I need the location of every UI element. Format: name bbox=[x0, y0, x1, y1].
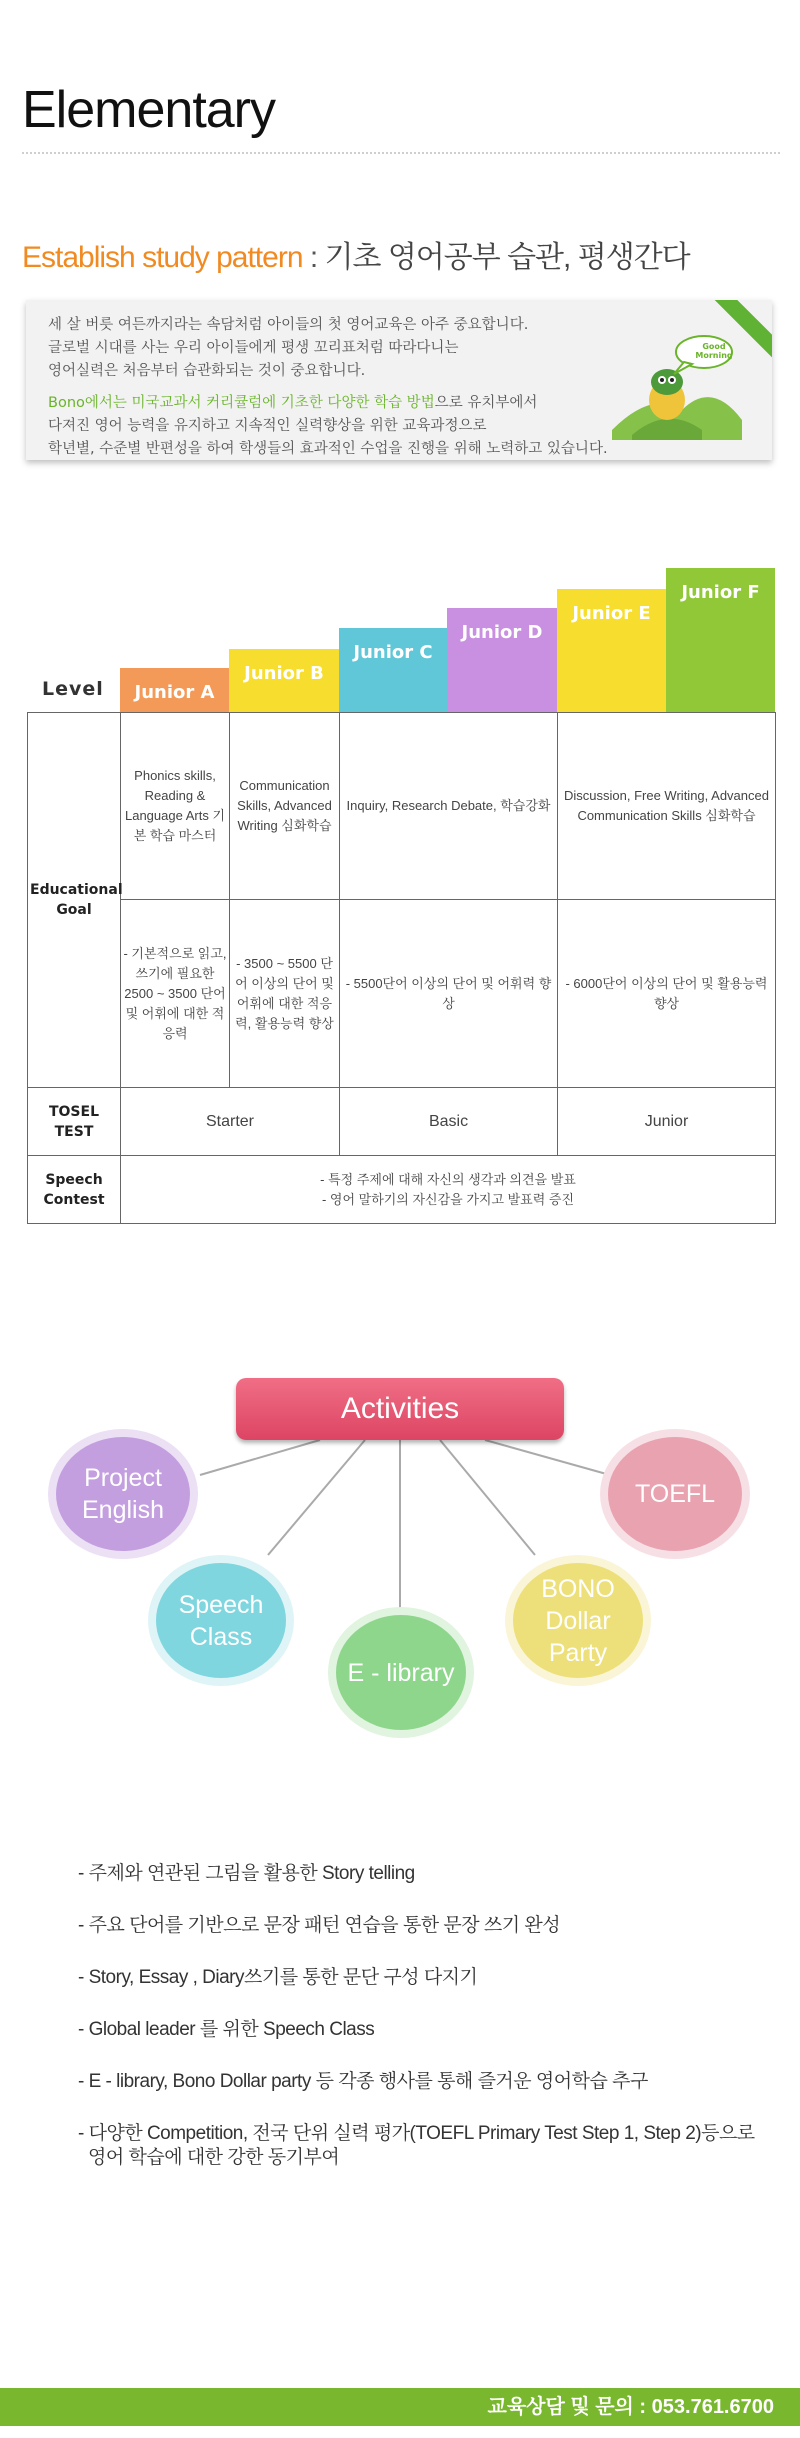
level-junior-d bbox=[447, 608, 557, 712]
list-item: - 주제와 연관된 그림을 활용한 Story telling bbox=[78, 1863, 415, 1884]
goal-cell: - 6000단어 이상의 단어 및 활용능력 향상 bbox=[558, 900, 776, 1088]
heading-separator: : bbox=[302, 241, 325, 274]
section-heading bbox=[22, 232, 690, 276]
activity-speech-class: Speech Class bbox=[156, 1563, 286, 1678]
activity-e-library: E - library bbox=[336, 1615, 466, 1730]
intro-line-2: 글로벌 시대를 사는 우리 아이들에게 평생 꼬리표처럼 따라다니는 bbox=[48, 340, 459, 356]
page-title: Elementary bbox=[22, 81, 275, 139]
goal-cell: - 3500 ~ 5500 단어 이상의 단어 및 어휘에 대한 적응력, 활용능력 향상 bbox=[230, 900, 340, 1088]
intro-paragraph-2 bbox=[48, 392, 608, 461]
level-name: Junior B bbox=[244, 663, 324, 684]
level-name: Junior A bbox=[134, 682, 215, 703]
list-item bbox=[78, 2122, 778, 2170]
feature-list bbox=[78, 1862, 778, 2170]
intro-line-6: 학년별, 수준별 반편성을 하여 학생들의 효과적인 수업을 진행을 위해 노력하고 있습니다. bbox=[48, 441, 608, 457]
footer-contact-bar: 교육상담 및 문의 : 053.761.6700 bbox=[0, 2388, 800, 2426]
list-item-line: - 다양한 Competition, 전국 단위 실력 평가(TOEFL Primary Test Step 1, Step 2)등으로 bbox=[78, 2123, 755, 2144]
educational-goal-label: Educational Goal bbox=[28, 713, 121, 1088]
intro-line-1: 세 살 버릇 여든까지라는 속담처럼 아이들의 첫 영어교육은 아주 중요합니다. bbox=[48, 317, 529, 333]
activity-toefl: TOEFL bbox=[608, 1437, 742, 1551]
heading-english: Establish study pattern bbox=[22, 241, 303, 274]
speech-contest-cell bbox=[121, 1156, 776, 1224]
tosel-cell: Starter bbox=[121, 1088, 340, 1156]
intro-line-4-highlight: 미국교과서 커리큘럼에 기초한 다양한 학습 방법 bbox=[131, 395, 435, 411]
list-item: - Global leader 를 위한 Speech Class bbox=[78, 2019, 375, 2040]
level-junior-a bbox=[120, 668, 229, 712]
curriculum-table bbox=[27, 712, 776, 1224]
intro-paragraph-1 bbox=[48, 314, 528, 383]
level-name: Junior F bbox=[681, 582, 760, 603]
level-junior-b bbox=[229, 649, 339, 712]
goal-cell: - 5500단어 이상의 단어 및 어휘력 향상 bbox=[340, 900, 558, 1088]
intro-line-5: 다져진 영어 능력을 유지하고 지속적인 실력향상을 위한 교육과정으로 bbox=[48, 418, 487, 434]
level-name: Junior C bbox=[353, 642, 433, 663]
tosel-cell: Basic bbox=[340, 1088, 558, 1156]
activity-bono-dollar-party: BONO Dollar Party bbox=[513, 1563, 643, 1678]
goal-cell: - 기본적으로 읽고, 쓰기에 필요한 2500 ~ 3500 단어 및 어휘에 대한 적응력 bbox=[121, 900, 230, 1088]
tosel-cell: Junior bbox=[558, 1088, 776, 1156]
activity-project-english: Project English bbox=[56, 1437, 190, 1551]
goal-cell: Phonics skills, Reading & Language Arts 기본 학습 마스터 bbox=[121, 713, 230, 900]
goal-cell: Inquiry, Research Debate, 학습강화 bbox=[340, 713, 558, 900]
mascot-speech-text: Good Morning bbox=[695, 342, 733, 360]
list-item: - E - library, Bono Dollar party 등 각종 행사를 통해 즐거운 영어학습 추구 bbox=[78, 2071, 648, 2092]
list-item: - Story, Essay , Diary쓰기를 통한 문단 구성 다지기 bbox=[78, 1967, 478, 1988]
speech-line-1: - 특정 주제에 대해 자신의 생각과 의견을 발표 bbox=[320, 1171, 576, 1187]
level-junior-c bbox=[339, 628, 447, 712]
level-junior-e bbox=[557, 589, 666, 712]
intro-line-4-pre: Bono에서는 bbox=[48, 395, 132, 411]
intro-line-3: 영어실력은 처음부터 습관화되는 것이 중요합니다. bbox=[48, 363, 366, 379]
activities-banner: Activities bbox=[236, 1378, 564, 1440]
goal-cell: Discussion, Free Writing, Advanced Communication Skills 심화학습 bbox=[558, 713, 776, 900]
goal-cell: Communication Skills, Advanced Writing 심화학습 bbox=[230, 713, 340, 900]
intro-box bbox=[26, 300, 772, 460]
heading-korean: 기초 영어공부 습관, 평생간다 bbox=[324, 241, 690, 274]
intro-line-4-post: 으로 유치부에서 bbox=[434, 395, 538, 411]
level-label: Level bbox=[42, 678, 104, 700]
title-divider bbox=[22, 152, 780, 154]
speech-line-2: - 영어 말하기의 자신감을 가지고 발표력 증진 bbox=[321, 1191, 575, 1207]
level-junior-f bbox=[666, 568, 775, 712]
level-name: Junior E bbox=[572, 603, 651, 624]
list-item-line: 영어 학습에 대한 강한 동기부여 bbox=[88, 2147, 340, 2168]
list-item: - 주요 단어를 기반으로 문장 패턴 연습을 통한 문장 쓰기 완성 bbox=[78, 1915, 561, 1936]
speech-contest-label: Speech Contest bbox=[28, 1156, 121, 1224]
tosel-test-label: TOSEL TEST bbox=[28, 1088, 121, 1156]
level-name: Junior D bbox=[461, 622, 543, 643]
